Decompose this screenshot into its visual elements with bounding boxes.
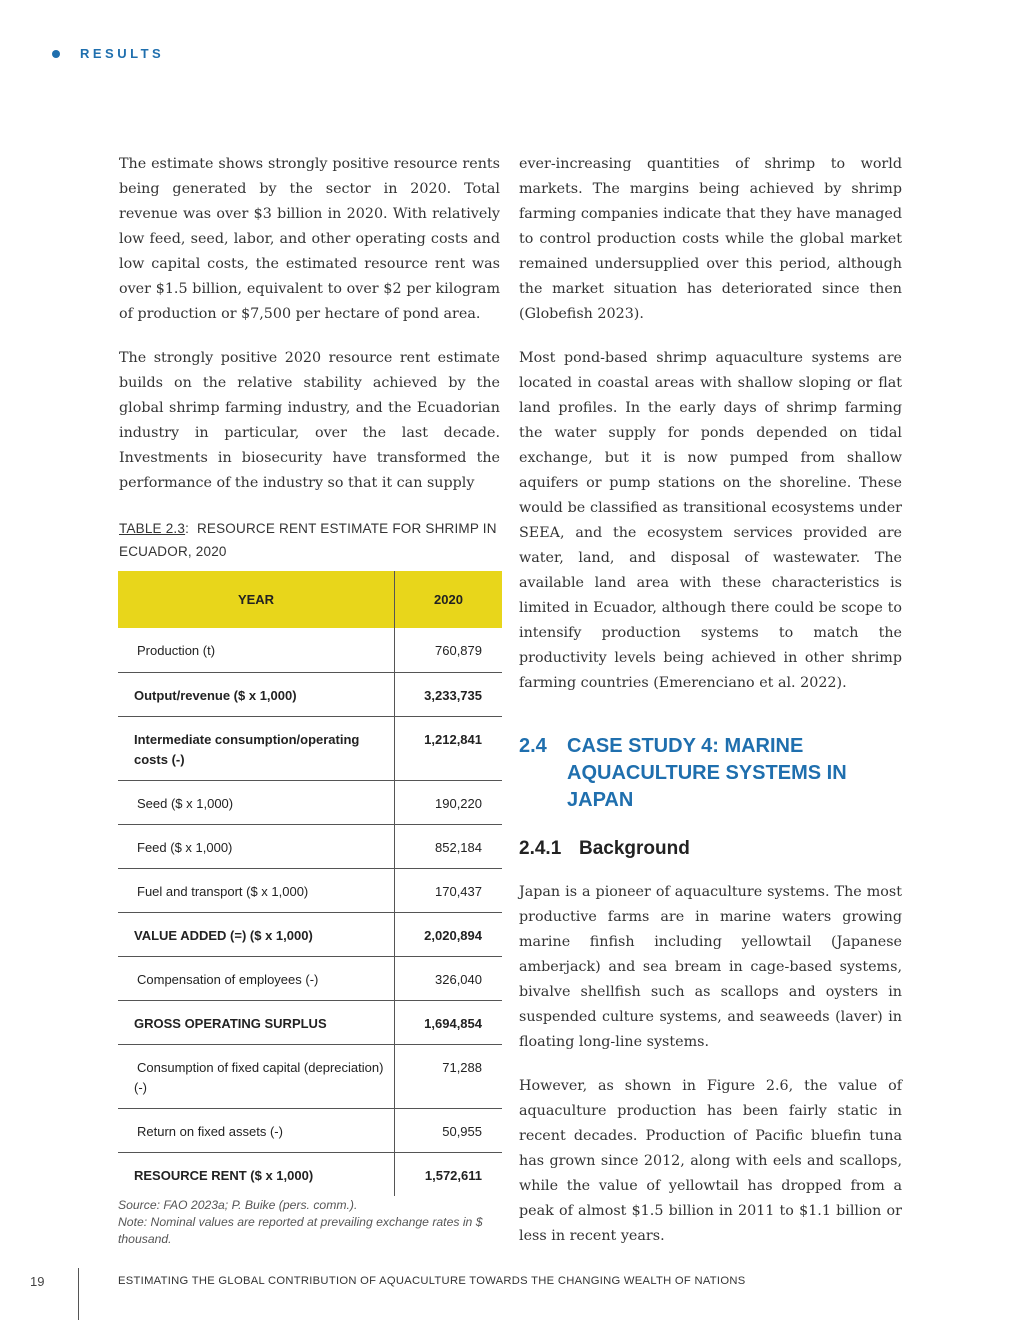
row-label: VALUE ADDED (=) ($ x 1,000)	[134, 927, 313, 943]
subsection-heading	[519, 838, 690, 860]
body-paragraph: ever-increasing quantities of shrimp to world markets. The margins being achieved by shrimp farming companies indicate that they have managed to control production costs while the global market remained undersupplied over this period, although the market situation has deteriorated since then (Globefish 2023).	[519, 156, 902, 322]
table-caption-separator: :	[185, 521, 190, 536]
resource-rent-table	[118, 571, 502, 1196]
table-row	[118, 716, 502, 780]
header-2020: 2020	[395, 571, 503, 628]
row-label: Seed ($ x 1,000)	[137, 795, 234, 811]
row-value: 50,955	[442, 1123, 482, 1139]
subsection-number: 2.4.1	[519, 838, 562, 859]
table-row	[118, 780, 502, 824]
page-number: 19	[30, 1274, 45, 1289]
table-caption	[119, 517, 504, 563]
row-label: Production (t)	[137, 643, 216, 658]
table-notes	[118, 1197, 508, 1248]
subsection-title: Background	[579, 838, 690, 859]
row-label: Compensation of employees (-)	[137, 971, 319, 987]
table-note: Note: Nominal values are reported at prevailing exchange rates in $ thousand.	[118, 1215, 483, 1246]
section-label: RESULTS	[80, 46, 165, 61]
row-value: 1,694,854	[424, 1015, 482, 1031]
table-id: TABLE 2.3	[119, 521, 186, 536]
row-value: 3,233,735	[424, 687, 482, 703]
row-value: 326,040	[435, 971, 482, 987]
table-row	[118, 628, 502, 672]
body-paragraph: Japan is a pioneer of aquaculture systems. The most productive farms are in marine waters growing marine finfish including yellowtail (Japanese amberjack) and sea bream in cage-based systems, bivalve shellfish such as scallops and oysters in suspended culture systems, and seaweeds (laver) in floating long-line systems.	[519, 884, 902, 1050]
table-row	[118, 1108, 502, 1152]
table-row	[118, 1152, 502, 1196]
row-value: 2,020,894	[424, 927, 482, 943]
row-label: Output/revenue ($ x 1,000)	[134, 687, 297, 703]
row-label: Return on fixed assets (-)	[137, 1123, 283, 1139]
row-value: 1,212,841	[424, 731, 482, 747]
row-value: 71,288	[442, 1059, 482, 1075]
section-title: CASE STUDY 4: MARINE AQUACULTURE SYSTEMS IN JAPAN	[567, 735, 847, 811]
section-number: 2.4	[519, 735, 547, 757]
row-label: RESOURCE RENT ($ x 1,000)	[134, 1167, 314, 1183]
row-value: 852,184	[435, 839, 482, 855]
bullet-dot-icon	[52, 50, 60, 58]
row-value: 170,437	[435, 883, 482, 899]
table-row	[118, 1000, 502, 1044]
table-header-row	[118, 571, 502, 628]
header-year: YEAR	[118, 571, 395, 628]
row-label: Feed ($ x 1,000)	[137, 839, 233, 855]
footer-title: ESTIMATING THE GLOBAL CONTRIBUTION OF AQUACULTURE TOWARDS THE CHANGING WEALTH OF NATIONS	[118, 1275, 746, 1287]
body-paragraph: However, as shown in Figure 2.6, the value of aquaculture production has been fairly static in recent decades. Production of Pacific bluefin tuna has grown since 2012, along with eels and scallops, while the value of yellowtail has dropped from a peak of almost $1.5 billion in 2011 to $1.1 billion or less in recent years.	[519, 1078, 902, 1244]
section-heading	[519, 733, 867, 814]
body-paragraph: The estimate shows strongly positive resource rents being generated by the sector in 2020. Total revenue was over $3 billion in 2020. With relatively low feed, seed, labor, and other operating costs and low capital costs, the estimated resource rent was over $1.5 billion, equivalent to over $2 per kilogram of production or $7,500 per hectare of pond area.	[119, 156, 500, 322]
row-label: Intermediate consumption/operating costs (-)	[134, 731, 360, 767]
footer-divider	[78, 1268, 79, 1320]
row-label: Fuel and transport ($ x 1,000)	[137, 883, 309, 899]
row-label: Consumption of fixed capital (depreciation) (-)	[134, 1059, 384, 1095]
table-row	[118, 672, 502, 716]
table-row	[118, 868, 502, 912]
row-value: 190,220	[435, 795, 482, 811]
table-row	[118, 912, 502, 956]
body-paragraph: The strongly positive 2020 resource rent estimate builds on the relative stability achieved by the global shrimp farming industry, and the Ecuadorian industry in particular, over the last decade. Investments in biosecurity have transformed the performance of the industry so that it can supply	[119, 350, 500, 491]
row-label: GROSS OPERATING SURPLUS	[134, 1015, 327, 1031]
table-source: Source: FAO 2023a; P. Buike (pers. comm.).	[118, 1198, 358, 1212]
table-row	[118, 824, 502, 868]
table-caption-text: RESOURCE RENT ESTIMATE FOR SHRIMP IN ECUADOR, 2020	[119, 521, 497, 559]
row-value: 760,879	[435, 643, 482, 658]
table-row	[118, 1044, 502, 1108]
section-header	[52, 46, 164, 61]
body-paragraph: Most pond-based shrimp aquaculture systems are located in coastal areas with shallow sloping or flat land profiles. In the early days of shrimp farming the water supply for ponds depended on tidal exchange, but it is now pumped from shallow aquifers or pump stations on the shoreline. These would be classified as transitional ecosystems under SEEA, and the ecosystem services provided are water, land, and disposal of wastewater. The available land area with these characteristics is limited in Ecuador, although there could be scope to intensify production systems to match the productivity levels being achieved in other shrimp farming countries (Emerenciano et al. 2022).	[519, 350, 902, 691]
row-value: 1,572,611	[424, 1167, 482, 1183]
table-row	[118, 956, 502, 1000]
